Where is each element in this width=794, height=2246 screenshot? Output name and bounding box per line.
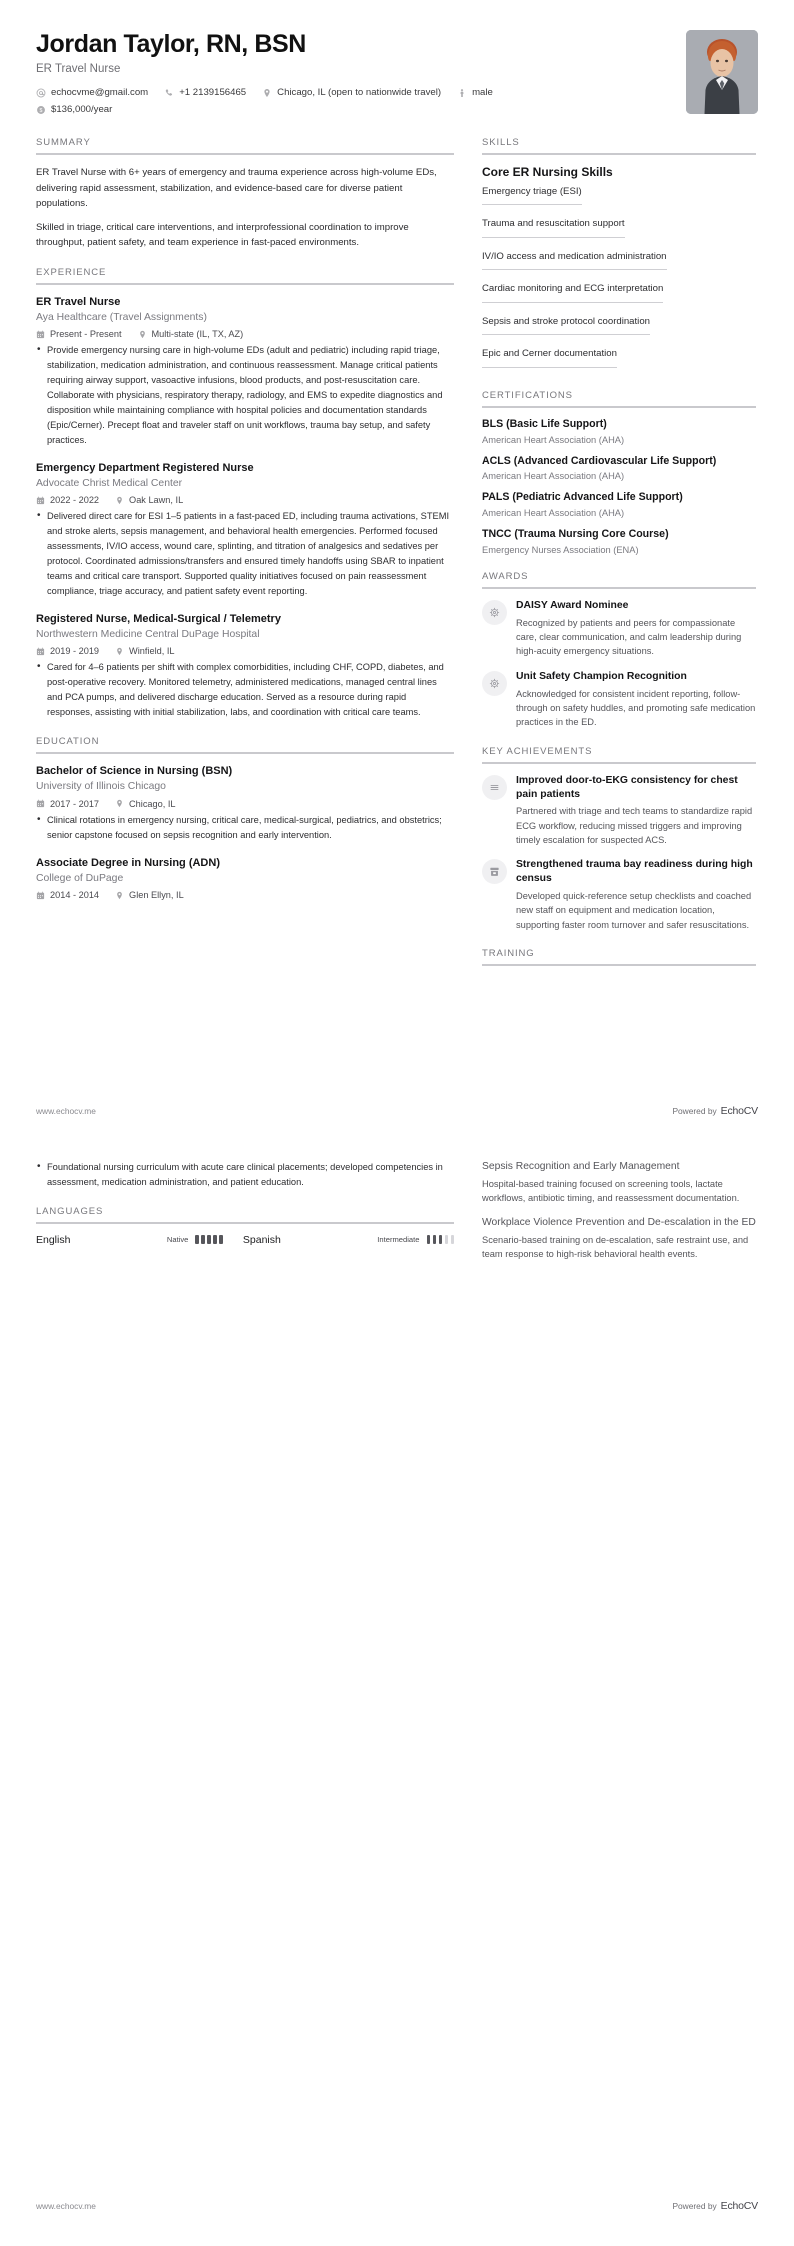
bullet-item: • Clinical rotations in emergency nursing, critical care, medical-surgical, pediatrics, and obstetrics; senior capstone focused on sepsis recognition and early intervention. (36, 813, 454, 843)
training-item (482, 1160, 756, 1206)
dot-filled (207, 1235, 211, 1244)
dot-filled (201, 1235, 205, 1244)
experience-meta (36, 329, 454, 339)
experience-bullets (36, 660, 454, 720)
resume-page-2 (0, 1160, 794, 1261)
bullet-item: • Cared for 4–6 patients per shift with complex comorbidities, including CHF, COPD, diabetes, and post-operative recovery. Monitored telemetry, administered medications, managed central lines and PCA pumps, and delivered discharge education. Served as a resource during rapid responses, assisting with initial stabilization, labs, and coordination with critical care teams. (36, 660, 454, 720)
calendar-icon (36, 647, 45, 656)
experience-entry (36, 461, 454, 599)
phone-icon (164, 88, 174, 98)
header-job-title: ER Travel Nurse (36, 63, 121, 75)
education-dates-text: 2014 - 2014 (50, 890, 100, 901)
echocv-logo: EchoCV (720, 2200, 758, 2212)
section-divider (482, 153, 756, 155)
experience-dates (36, 646, 99, 656)
calendar-icon (36, 799, 45, 808)
training-description: Scenario-based training on de-escalation, safe restraint use, and team response to high-risk behavioral health events. (482, 1234, 749, 1259)
achievement-item (482, 858, 756, 932)
section-title-summary: SUMMARY (36, 137, 91, 148)
certification-issuer: American Heart Association (AHA) (482, 508, 625, 519)
contact-line-1 (36, 87, 670, 98)
dot-filled (433, 1235, 437, 1244)
skill-item (482, 218, 756, 243)
education-location (115, 890, 184, 900)
section-languages (36, 1206, 454, 1246)
location-pin-icon (115, 799, 124, 808)
dot-filled (195, 1235, 199, 1244)
language-level: Native (166, 1235, 189, 1245)
education-meta (36, 890, 454, 900)
experience-company: Northwestern Medicine Central DuPage Hospital (36, 628, 260, 640)
location-pin-icon (115, 647, 124, 656)
experience-dates-text: 2019 - 2019 (50, 646, 100, 657)
language-dots (427, 1235, 455, 1244)
award-medal-icon (482, 600, 507, 625)
resume-page-1 (0, 0, 794, 976)
experience-bullets (36, 509, 454, 598)
certification-issuer: American Heart Association (AHA) (482, 471, 625, 482)
skill-item (482, 316, 756, 341)
education-dates (36, 890, 99, 900)
education-entry (36, 764, 454, 843)
education-school: University of Illinois Chicago (36, 781, 166, 793)
education-location-text: Glen Ellyn, IL (129, 890, 184, 901)
certification-item (482, 491, 756, 518)
experience-role: Emergency Department Registered Nurse (36, 461, 254, 474)
resume-header (36, 0, 758, 121)
education-location-text: Chicago, IL (129, 798, 176, 809)
skill-item (482, 251, 756, 276)
footer-powered-label: Powered by (672, 1106, 717, 1116)
award-title: Unit Safety Champion Recognition (516, 670, 687, 682)
achievement-title: Strengthened trauma bay readiness during high census (516, 859, 753, 885)
experience-dates-text: Present - Present (50, 329, 122, 340)
experience-location-text: Winfield, IL (129, 646, 175, 657)
section-title-skills: SKILLS (482, 137, 520, 148)
education-location (115, 799, 175, 809)
archive-box-icon (482, 859, 507, 884)
experience-dates-text: 2022 - 2022 (50, 495, 100, 506)
page-title: Jordan Taylor, RN, BSN (36, 30, 306, 58)
summary-paragraph: ER Travel Nurse with 6+ years of emergency and trauma experience across high-volume EDs, delivering rapid assessment, stabilization, and evidence-based care for diverse patient populations. (36, 167, 437, 210)
section-divider (482, 762, 756, 764)
contact-gender (457, 87, 493, 98)
experience-role: Registered Nurse, Medical-Surgical / Telemetry (36, 612, 281, 625)
footer-url[interactable]: www.echocv.me (36, 2201, 96, 2211)
footer-brand (672, 2200, 758, 2212)
section-skills (482, 137, 756, 374)
experience-location (115, 495, 183, 505)
right-column-continued (482, 1160, 756, 1261)
contact-line-2 (36, 104, 670, 115)
section-certifications (482, 390, 756, 555)
contact-phone[interactable] (164, 87, 246, 98)
section-title-key-achievements: KEY ACHIEVEMENTS (482, 745, 593, 757)
education-meta (36, 799, 454, 809)
language-row (36, 1234, 454, 1246)
email-icon (36, 88, 46, 98)
section-divider (36, 1222, 454, 1224)
footer-powered-label: Powered by (672, 2201, 717, 2211)
page-footer-2 (0, 2200, 794, 2212)
section-divider (482, 406, 756, 408)
achievement-item (482, 774, 756, 848)
language-name: English (36, 1233, 71, 1246)
experience-entry (36, 295, 454, 448)
experience-location-text: Oak Lawn, IL (129, 495, 184, 506)
certification-issuer: American Heart Association (AHA) (482, 434, 625, 445)
language-dots (195, 1235, 223, 1244)
section-summary (36, 137, 454, 251)
skill-item (482, 348, 756, 373)
skill-label: Trauma and resuscitation support (482, 218, 625, 237)
education-degree: Associate Degree in Nursing (ADN) (36, 856, 220, 869)
education-bullets-continued (36, 1160, 454, 1190)
contact-salary-text: $136,000/year (51, 104, 113, 115)
dot-empty (445, 1235, 449, 1244)
section-divider (36, 752, 454, 754)
training-name: Sepsis Recognition and Early Management (482, 1161, 680, 1172)
skill-label: Cardiac monitoring and ECG interpretation (482, 283, 663, 302)
skill-label: Sepsis and stroke protocol coordination (482, 316, 650, 335)
award-description: Acknowledged for consistent incident reporting, follow-through on safety huddles, and promoting safe medication practices in the ED. (516, 688, 756, 728)
experience-company: Advocate Christ Medical Center (36, 477, 183, 489)
contact-salary (36, 104, 112, 115)
certification-name: ACLS (Advanced Cardiovascular Life Support) (482, 454, 717, 467)
skills-group-title: Core ER Nursing Skills (482, 165, 613, 179)
contact-gender-text: male (472, 87, 493, 98)
page-footer-1 (0, 1105, 794, 1117)
section-training (482, 948, 756, 966)
right-column (482, 137, 756, 976)
education-degree: Bachelor of Science in Nursing (BSN) (36, 764, 233, 777)
experience-meta (36, 646, 454, 656)
section-title-certifications: CERTIFICATIONS (482, 389, 573, 401)
skill-label: Emergency triage (ESI) (482, 186, 582, 205)
calendar-icon (36, 891, 45, 900)
resume-body-continued (36, 1160, 758, 1261)
achievement-body (516, 858, 756, 932)
contact-location-text: Chicago, IL (open to nationwide travel) (277, 87, 442, 98)
certification-item (482, 528, 756, 555)
header-text-block (36, 30, 686, 121)
calendar-icon (36, 496, 45, 505)
language-proficiency (167, 1235, 223, 1244)
experience-bullets (36, 343, 454, 447)
experience-location-text: Multi-state (IL, TX, AZ) (151, 329, 244, 340)
certification-name: TNCC (Trauma Nursing Core Course) (482, 528, 669, 541)
section-education (36, 736, 454, 900)
person-icon (457, 88, 467, 98)
training-description: Hospital-based training focused on screening tools, lactate workflows, antibiotic timing, and reassessment documentation. (482, 1178, 740, 1204)
award-body (516, 670, 756, 730)
section-divider (482, 964, 756, 966)
experience-meta (36, 495, 454, 505)
training-item (482, 1216, 756, 1262)
experience-location (138, 329, 244, 339)
award-item (482, 670, 756, 730)
award-item (482, 599, 756, 659)
achievement-description: Partnered with triage and tech teams to standardize rapid ECG workflow, reducing missed triggers and improving timely escalation for suspected ACS. (516, 806, 753, 846)
language-name: Spanish (242, 1233, 281, 1246)
skill-item (482, 186, 756, 211)
section-title-experience: EXPERIENCE (36, 266, 107, 278)
education-dates (36, 799, 99, 809)
section-divider (36, 153, 454, 155)
location-pin-icon (138, 330, 147, 339)
calendar-icon (36, 330, 45, 339)
experience-entry (36, 612, 454, 720)
left-column (36, 137, 454, 904)
education-bullets (36, 813, 454, 843)
experience-dates (36, 329, 122, 339)
language-proficiency (377, 1235, 454, 1244)
location-pin-icon (115, 496, 124, 505)
achievement-body (516, 774, 756, 848)
location-pin-icon (262, 88, 272, 98)
bullet-item: • Provide emergency nursing care in high-volume EDs (adult and pediatric) including rapid triage, stabilization, medication administration, and continuous reassessment. Manage critical patients requiring airway support, vasoactive infusions, blood products, and post-resuscitation care. Collaborate with physicians, respiratory therapy, radiology, and EMS to expedite diagnostics and disposition while maintaining compliance with hospital policies and documentation standards (Epic/Cerner). Precept float and traveler staff on unit workflows, trauma bay setup, and safety practices. (36, 343, 454, 447)
footer-brand (672, 1105, 758, 1117)
dot-filled (213, 1235, 217, 1244)
award-description: Recognized by patients and peers for compassionate care, clear communication, and calm leadership during high-acuity emergency situations. (516, 617, 742, 657)
section-key-achievements (482, 746, 756, 932)
education-school: College of DuPage (36, 872, 124, 884)
experience-role: ER Travel Nurse (36, 295, 121, 308)
contact-phone-text: +1 2139156465 (179, 87, 247, 98)
list-lines-icon (482, 775, 507, 800)
experience-company: Aya Healthcare (Travel Assignments) (36, 311, 207, 323)
echocv-logo: EchoCV (720, 1105, 758, 1117)
experience-dates (36, 495, 99, 505)
left-column-continued (36, 1160, 454, 1252)
achievement-title: Improved door-to-EKG consistency for chest pain patients (516, 774, 738, 800)
training-name: Workplace Violence Prevention and De-escalation in the ED (482, 1216, 756, 1228)
skill-label: IV/IO access and medication administration (482, 251, 667, 270)
footer-url[interactable]: www.echocv.me (36, 1106, 96, 1116)
svg-text:$: $ (39, 107, 43, 114)
section-awards (482, 571, 756, 730)
experience-location (115, 646, 174, 656)
headshot-photo (686, 30, 758, 114)
location-pin-icon (115, 891, 124, 900)
achievement-description: Developed quick-reference setup checklists and coached new staff on equipment and medication location, supporting faster room turnover and safer resuscitations. (516, 890, 752, 930)
contact-location (262, 87, 441, 98)
section-divider (482, 587, 756, 589)
section-title-languages: LANGUAGES (36, 1205, 104, 1217)
certification-name: PALS (Pediatric Advanced Life Support) (482, 491, 683, 504)
skill-item (482, 283, 756, 308)
language-level: Intermediate (377, 1235, 420, 1245)
avatar (686, 30, 758, 114)
contact-email-text: echocvme@gmail.com (51, 87, 149, 98)
certification-issuer: Emergency Nurses Association (ENA) (482, 544, 639, 555)
contact-email[interactable] (36, 87, 148, 98)
certification-name: BLS (Basic Life Support) (482, 417, 607, 430)
dot-filled (427, 1235, 431, 1244)
dot-empty (451, 1235, 455, 1244)
bullet-item: • Delivered direct care for ESI 1–5 patients in a fast-paced ED, including trauma activations, STEMI and stroke alerts, sepsis management, and behavioral health emergencies. Performed focused assessments, IV/IO access, wound care, splinting, and titration of analgesics and sedatives per protocol. Coordinated admissions/transfers and ensured timely handoffs using SBAR to inpatient teams and critical care transport. Supported quality initiatives focused on pain reassessment compliance, triage accuracy, and patient safety event reporting. (36, 509, 454, 598)
certification-item (482, 418, 756, 445)
section-title-awards: AWARDS (482, 570, 529, 582)
certification-item (482, 455, 756, 482)
section-title-education: EDUCATION (36, 735, 100, 747)
award-medal-icon (482, 671, 507, 696)
contact-list (36, 87, 670, 115)
skill-label: Epic and Cerner documentation (482, 348, 617, 367)
dot-filled (219, 1235, 223, 1244)
education-entry (36, 856, 454, 901)
award-body (516, 599, 756, 659)
section-title-training: TRAINING (482, 948, 535, 960)
section-experience (36, 267, 454, 720)
salary-icon (36, 105, 46, 115)
award-title: DAISY Award Nominee (516, 599, 629, 611)
resume-body (36, 137, 758, 976)
bullet-item: • Foundational nursing curriculum with acute care clinical placements; developed competencies in assessment, medication administration, and patient education. (36, 1160, 454, 1190)
section-divider (36, 283, 454, 285)
dot-filled (439, 1235, 443, 1244)
summary-paragraph: Skilled in triage, critical care interventions, and interprofessional coordination to improve throughput, patient safety, and team experience in fast-paced environments. (36, 221, 409, 249)
education-dates-text: 2017 - 2017 (50, 798, 100, 809)
